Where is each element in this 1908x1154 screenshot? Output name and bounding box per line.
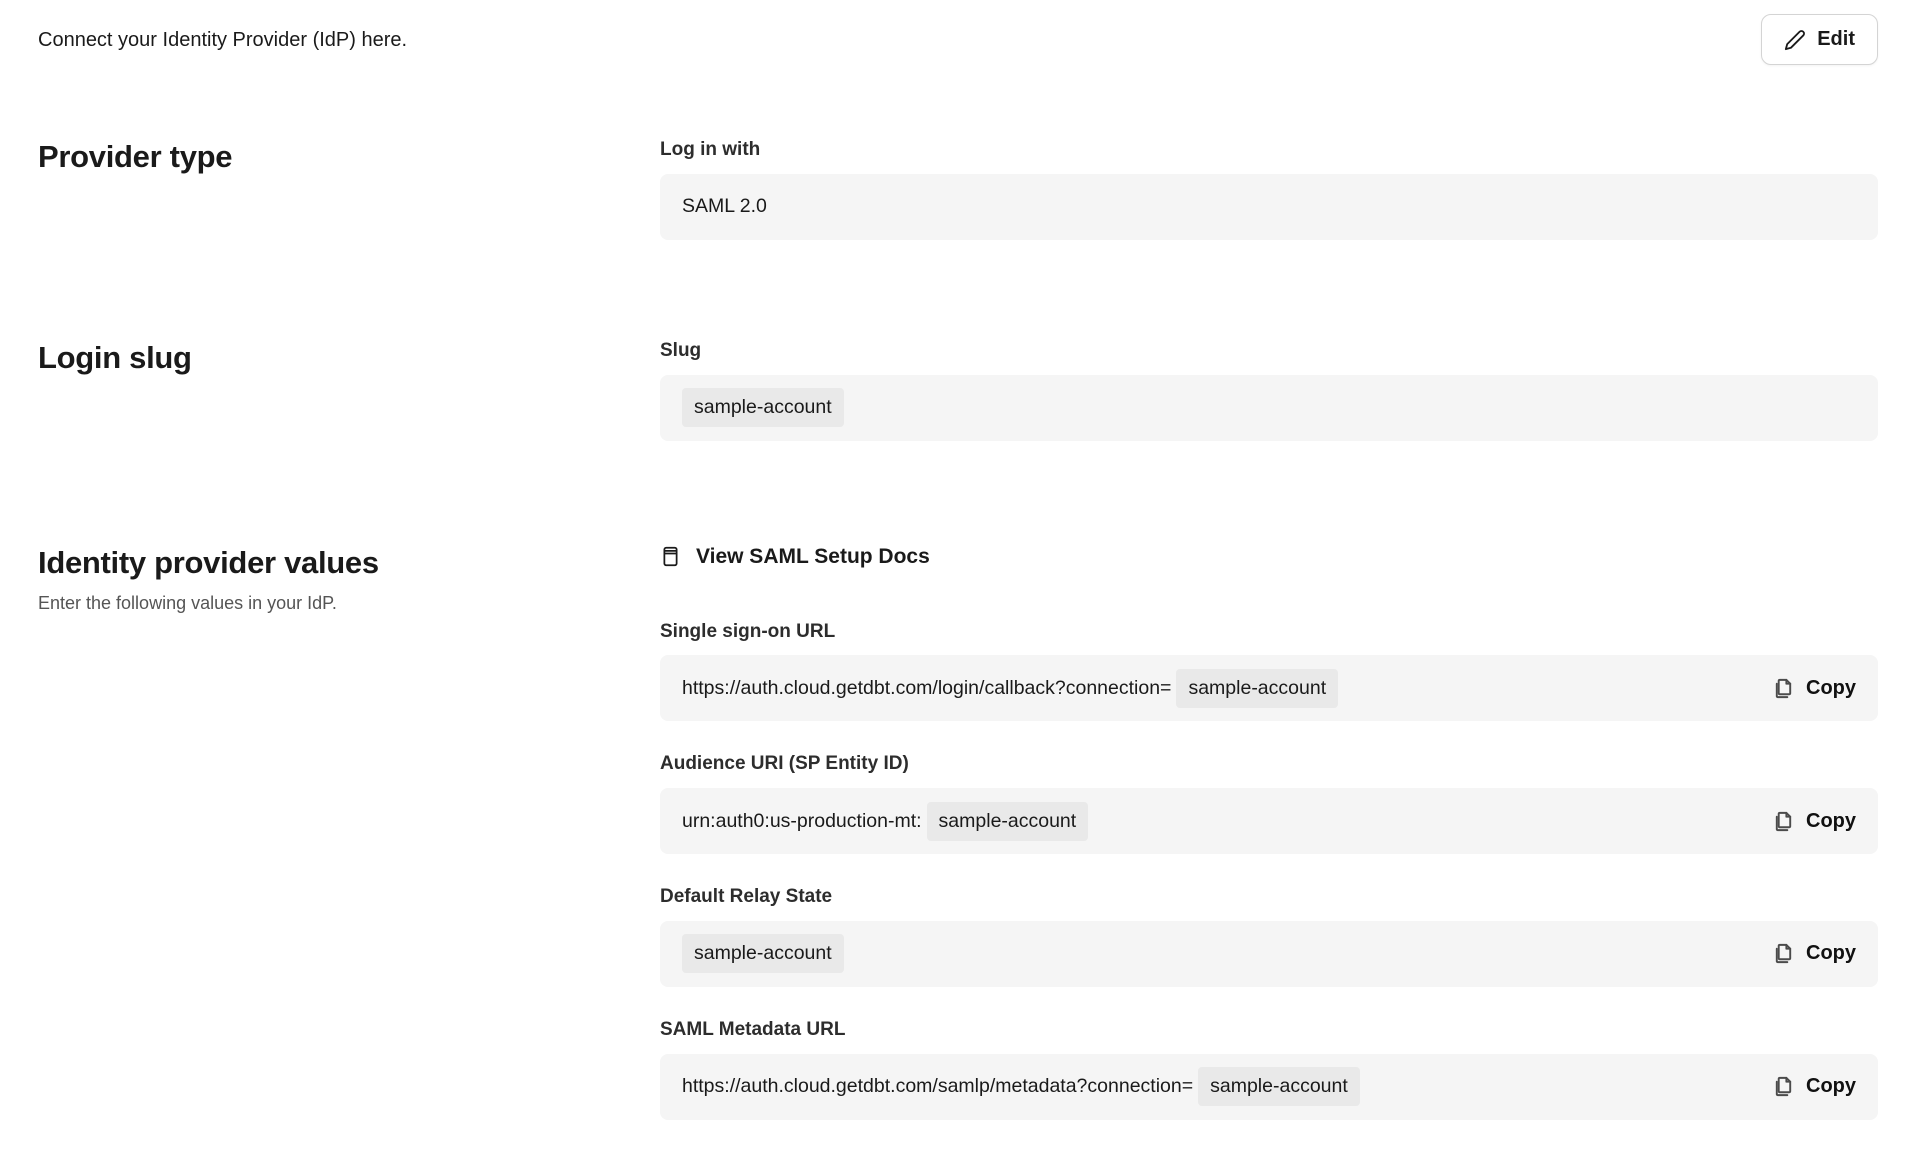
copy-icon: [1772, 942, 1795, 965]
pencil-icon: [1784, 29, 1806, 51]
saml-metadata-url-prefix: https://auth.cloud.getdbt.com/samlp/metadata?connection=: [682, 1075, 1194, 1098]
copy-button-label: Copy: [1806, 1075, 1856, 1098]
saml-metadata-url-group: [660, 1019, 1878, 1120]
copy-button-label: Copy: [1806, 942, 1856, 965]
copy-relay-state-button[interactable]: [1772, 942, 1856, 965]
login-slug-section: [38, 340, 1878, 441]
login-with-label: Log in with: [660, 139, 761, 160]
book-icon: [660, 546, 681, 567]
provider-type-content: [660, 139, 1878, 240]
page-header: [38, 0, 1878, 65]
saml-metadata-url-label: SAML Metadata URL: [660, 1018, 846, 1040]
sso-url-slug-badge: sample-account: [1176, 669, 1338, 708]
audience-uri-prefix: urn:auth0:us-production-mt:: [682, 809, 922, 832]
relay-state-group: [660, 886, 1878, 987]
copy-saml-metadata-button[interactable]: [1772, 1075, 1856, 1098]
copy-button-label: Copy: [1806, 676, 1856, 699]
slug-field: [660, 375, 1878, 441]
idp-values-section: [38, 545, 1878, 1120]
idp-values-heading-block: [38, 545, 660, 616]
sso-url-group: [660, 621, 1878, 722]
idp-values-heading: Identity provider values: [38, 544, 379, 580]
audience-uri-field: [660, 788, 1878, 854]
view-saml-setup-docs-link[interactable]: [660, 545, 930, 569]
slug-label: Slug: [660, 339, 702, 361]
saml-metadata-slug-badge: sample-account: [1198, 1067, 1360, 1106]
idp-values-subheading: Enter the following values in your IdP.: [38, 593, 337, 614]
edit-button[interactable]: [1761, 14, 1878, 65]
provider-type-heading: Provider type: [38, 139, 233, 174]
slug-value-badge: sample-account: [682, 388, 844, 427]
audience-uri-slug-badge: sample-account: [927, 802, 1089, 841]
audience-uri-label: Audience URI (SP Entity ID): [660, 753, 909, 775]
copy-button-label: Copy: [1806, 809, 1856, 832]
login-with-value: SAML 2.0: [682, 195, 767, 218]
audience-uri-group: [660, 753, 1878, 854]
login-slug-content: [660, 340, 1878, 441]
docs-link-label: View SAML Setup Docs: [696, 544, 930, 568]
copy-audience-uri-button[interactable]: [1772, 810, 1856, 833]
copy-icon: [1772, 810, 1795, 833]
edit-button-label: Edit: [1817, 28, 1855, 50]
saml-metadata-url-field: [660, 1054, 1878, 1120]
idp-description: Connect your Identity Provider (IdP) here.: [38, 28, 408, 51]
copy-icon: [1772, 1075, 1795, 1098]
sso-url-label: Single sign-on URL: [660, 620, 836, 642]
relay-state-field: [660, 921, 1878, 987]
relay-state-slug-badge: sample-account: [682, 934, 844, 973]
copy-icon: [1772, 677, 1795, 700]
provider-type-section: [38, 139, 1878, 240]
sso-url-prefix: https://auth.cloud.getdbt.com/login/callback?connection=: [682, 676, 1172, 699]
relay-state-label: Default Relay State: [660, 886, 833, 908]
login-with-field: [660, 174, 1878, 240]
copy-sso-url-button[interactable]: [1772, 677, 1856, 700]
idp-values-content: [660, 545, 1878, 1120]
login-slug-heading: Login slug: [38, 339, 192, 375]
sso-url-field: [660, 655, 1878, 721]
